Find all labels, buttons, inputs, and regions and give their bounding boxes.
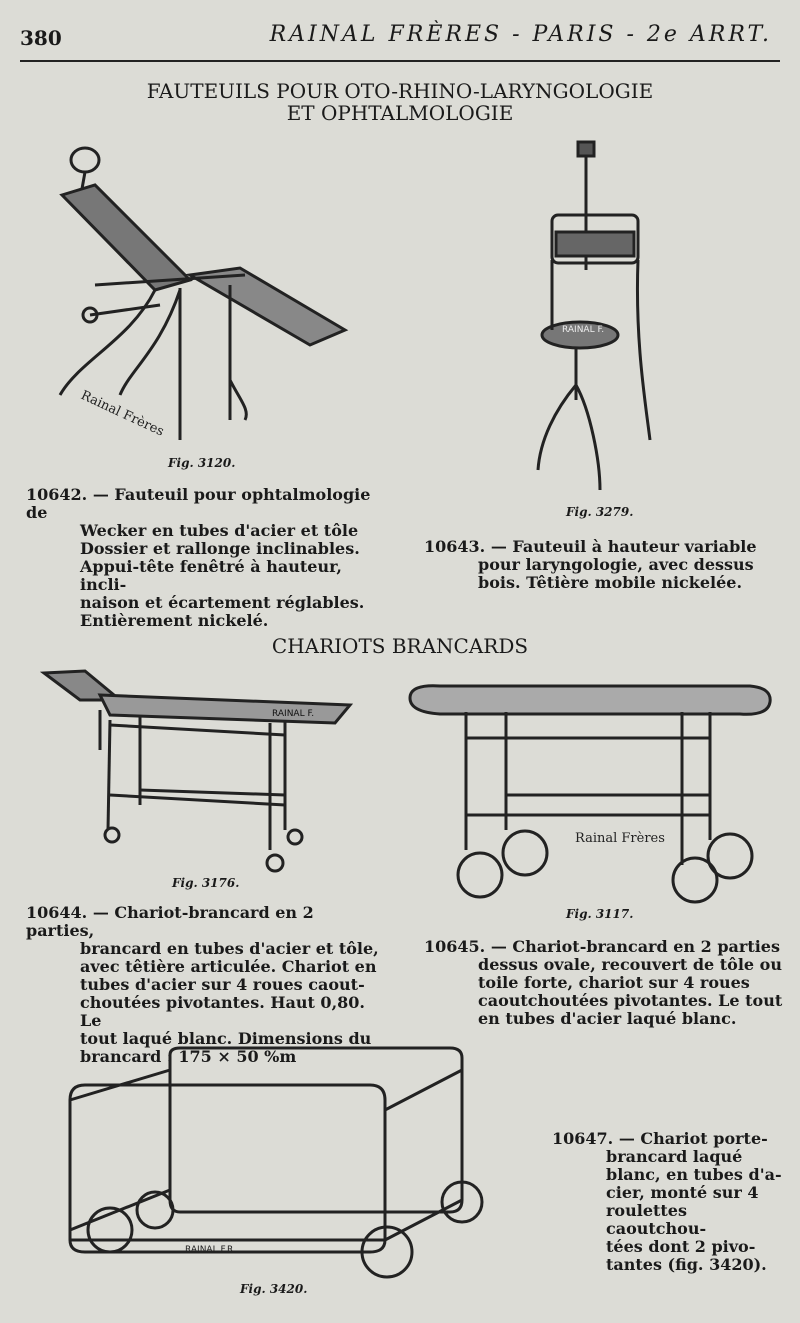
- desc-line: dessus ovale, recouvert de tôle ou: [478, 955, 782, 974]
- desc-line: tées dont 2 pivo-: [606, 1237, 756, 1256]
- page-number: 380: [20, 26, 62, 50]
- item-number: 10644.: [26, 903, 88, 922]
- desc-line: brancard en tubes d'acier et tôle,: [80, 939, 379, 958]
- desc-line: — Fauteuil à hauteur variable: [490, 537, 757, 556]
- fig-3176-caption: Fig. 3176.: [172, 876, 240, 890]
- rainal-cart3-mark: RAINAL F.R.: [185, 1245, 236, 1255]
- desc-line: brancard : 175 × 50 %m: [80, 1047, 297, 1066]
- desc-line: en tubes d'acier laqué blanc.: [478, 1009, 737, 1028]
- desc-line: — Chariot-brancard en 2 parties,: [26, 903, 314, 940]
- page-title-line1: FAUTEUILS POUR OTO-RHINO-LARYNGOLOGIE: [146, 79, 654, 103]
- stretcher-cart-3117-illustration: [400, 680, 780, 910]
- ophthalmology-chair-illustration: [40, 140, 360, 460]
- desc-line: pour laryngologie, avec dessus: [478, 555, 754, 574]
- item-number: 10643.: [424, 537, 486, 556]
- item-10645-description: [424, 938, 784, 1028]
- rainal-cart1-mark: RAINAL F.: [272, 709, 315, 719]
- section-title: CHARIOTS BRANCARDS: [271, 634, 529, 658]
- desc-line: roulettes caoutchou-: [606, 1201, 707, 1238]
- rainal-stool-mark: RAINAL F.: [562, 325, 605, 335]
- rainal-cart2-mark: Rainal Frères: [575, 831, 665, 846]
- item-10647-description: [552, 1130, 782, 1274]
- fig-3117-caption: Fig. 3117.: [566, 907, 634, 921]
- laryngology-stool-illustration: [520, 140, 670, 500]
- desc-line: Entièrement nickelé.: [80, 611, 269, 630]
- desc-line: tout laqué blanc. Dimensions du: [80, 1029, 372, 1048]
- desc-line: bois. Têtière mobile nickelée.: [478, 573, 743, 592]
- stretcher-cart-3176-illustration: [40, 665, 360, 880]
- desc-line: blanc, en tubes d'a-: [606, 1165, 782, 1184]
- desc-line: brancard laqué: [606, 1147, 743, 1166]
- page-header: [20, 18, 780, 62]
- item-number: 10647.: [552, 1129, 614, 1148]
- desc-line: caoutchoutées pivotantes. Le tout: [478, 991, 783, 1010]
- fig-3420-caption: Fig. 3420.: [240, 1282, 308, 1296]
- desc-line: — Chariot porte-: [618, 1129, 768, 1148]
- desc-line: cier, monté sur 4: [606, 1183, 759, 1202]
- desc-line: — Fauteuil pour ophtalmologie de: [26, 485, 371, 522]
- fig-3120-caption: Fig. 3120.: [168, 456, 236, 470]
- desc-line: Dossier et rallonge inclinables.: [80, 539, 360, 558]
- item-number: 10642.: [26, 485, 88, 504]
- desc-line: Wecker en tubes d'acier et tôle: [80, 521, 359, 540]
- desc-line: toile forte, chariot sur 4 roues: [478, 973, 750, 992]
- item-10642-description: [26, 486, 386, 630]
- rainal-freres-mark: Rainal Frères: [78, 388, 167, 440]
- desc-line: tubes d'acier sur 4 roues caout-: [80, 975, 365, 994]
- page-title-line2: ET OPHTALMOLOGIE: [286, 101, 514, 125]
- desc-line: Appui-tête fenêtré à hauteur, incli-: [80, 557, 342, 594]
- item-number: 10645.: [424, 937, 486, 956]
- stretcher-carrier-3420-illustration: [50, 1040, 490, 1280]
- running-title: RAINAL FRÈRES - PARIS - 2e ARRT.: [269, 22, 772, 47]
- item-10643-description: [424, 538, 784, 592]
- desc-line: tantes (fig. 3420).: [606, 1255, 767, 1274]
- desc-line: choutées pivotantes. Haut 0,80. Le: [80, 993, 365, 1030]
- desc-line: — Chariot-brancard en 2 parties: [490, 937, 780, 956]
- desc-line: avec têtière articulée. Chariot en: [80, 957, 377, 976]
- fig-3279-caption: Fig. 3279.: [566, 505, 634, 519]
- desc-line: naison et écartement réglables.: [80, 593, 365, 612]
